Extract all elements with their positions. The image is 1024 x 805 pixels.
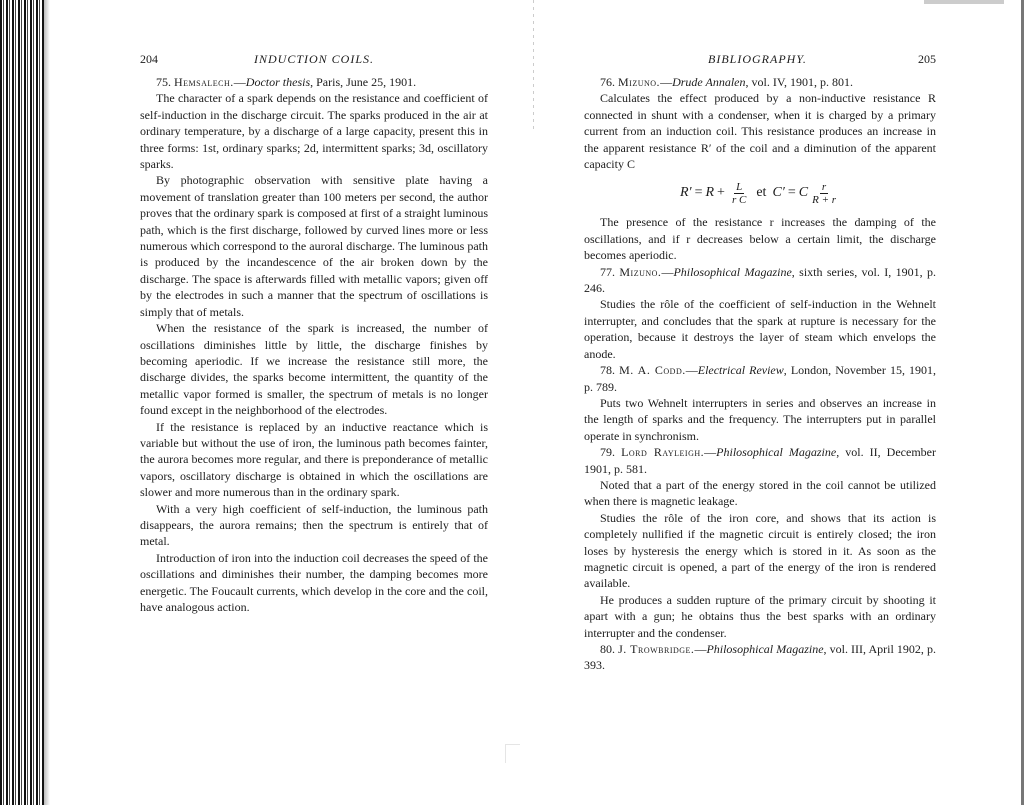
left-page <box>140 52 488 615</box>
entry-author: Lord Rayleigh. <box>621 445 705 460</box>
fraction-denominator: R + r <box>812 193 837 206</box>
bibliography-entry-78 <box>584 362 936 395</box>
bibliography-entry-75 <box>140 74 488 90</box>
scan-mark <box>924 0 1004 4</box>
bibliography-entry-76 <box>584 74 936 90</box>
entry-number: 80. <box>600 642 615 656</box>
formula-term: C <box>798 185 809 201</box>
paragraph: The presence of the resistance r increases the damping of the oscillations, and if r decreases below a certain limit, the discharge becomes aperiodic. <box>584 215 936 263</box>
paragraph: Puts two Wehnelt interrupters in series and observes an increase in the length of sparks and the frequency. The interrupters put in parallel operate in synchronism. <box>584 395 936 443</box>
paragraph: Noted that a part of the energy stored in the coil cannot be utilized when there is magnetic leakage. <box>584 477 936 509</box>
gutter-fold <box>533 0 534 130</box>
right-page-body <box>584 74 936 674</box>
entry-title: Doctor thesis <box>245 75 311 89</box>
page-fold-mark <box>505 744 520 763</box>
entry-author: Mizuno. <box>618 75 661 89</box>
left-page-header <box>140 52 488 74</box>
paragraph: The character of a spark depends on the resistance and coefficient of self-induction in the discharge circuit. The sparks produced in the air at ordinary temperature, by a discharge of a large capacity, present this in three forms: 1st, ordinary sparks; 2d, intermittent sparks; 3d, oscillatory sparks. <box>140 91 488 172</box>
formula-operator: = <box>787 185 796 201</box>
bibliography-entry-79 <box>584 444 936 477</box>
fraction-denominator: r C <box>731 193 747 206</box>
formula-operator: + <box>717 185 725 201</box>
fraction-numerator: L <box>736 180 743 193</box>
entry-number: 79. <box>600 445 615 460</box>
entry-number: 78. <box>600 363 615 378</box>
right-page-header <box>584 52 936 74</box>
entry-title: Electrical Review <box>697 363 784 378</box>
entry-details: , sixth series, vol. I, 1901, p. 246. <box>584 264 936 296</box>
entry-dash: — <box>704 445 717 460</box>
entry-dash: — <box>685 363 698 378</box>
bibliography-entry-80 <box>584 641 936 674</box>
paragraph: Calculates the effect produced by a non-inductive resistance R connected in shunt with a condenser, when it is charged by a primary current from an induction coil. This resistance produces an increase in the apparent resistance R′ of the coil and a diminution of the apparent capacity C <box>584 91 936 172</box>
entry-number: 75. <box>156 75 171 89</box>
fraction-numerator: r <box>821 180 827 193</box>
formula-term: R <box>705 185 715 201</box>
entry-dash: — <box>233 75 246 89</box>
binding-edge <box>0 0 44 805</box>
paragraph: With a very high coefficient of self-induction, the luminous path disappears, the aurora remains; then the spectrum is entirely that of metal. <box>140 501 488 549</box>
entry-details: , Paris, June 25, 1901. <box>310 75 417 89</box>
formula-term: R′ <box>679 185 692 201</box>
entry-dash: — <box>694 642 707 656</box>
paragraph: He produces a sudden rupture of the primary circuit by shooting it apart with a gun; he obtains thus the best sparks with an ordinary interrupter and the condenser. <box>584 592 936 640</box>
entry-author: Mizuno. <box>619 264 662 279</box>
formula-operator: = <box>694 185 703 201</box>
entry-details: , vol. IV, 1901, p. 801. <box>745 75 853 89</box>
formula <box>584 174 936 212</box>
entry-dash: — <box>660 75 673 89</box>
page-number: 204 <box>140 52 158 66</box>
paragraph: Studies the rôle of the iron core, and shows that its action is completely nullified if the magnetic circuit is entirely closed; the iron loses by hysteresis the energy which is stored in it. As soon as the magnetic circuit is opened, a part of the energy of the iron is rendered available. <box>584 510 936 591</box>
paragraph: If the resistance is replaced by an inductive reactance which is variable but without the use of iron, the luminous path becomes fainter, the aurora becomes more regular, and there is preponderance of metallic vapors, oscillatory discharge is obtained in which the oscillations are slower and more numerous than in the ordinary spark. <box>140 419 488 500</box>
entry-title: Philosophical Magazine <box>716 445 837 460</box>
entry-title: Philosophical Magazine <box>706 642 824 656</box>
paragraph: By photographic observation with sensitive plate having a movement of translation greater than 100 meters per second, the author proves that the ordinary spark is composed at first of a straight luminous path, which is the first discharge, followed by curved lines more or less numerous which correspond to the auroral discharge. The luminous path is produced by the incandescence of the air broken down by the discharge. The space is afterwards filled with metallic vapors; given off by the electrodes in such a manner that the spectrum of oscillations is simply that of metals. <box>140 173 488 319</box>
entry-details: , vol. II, December 1901, p. 581. <box>584 445 936 476</box>
entry-author: J. Trowbridge. <box>618 642 695 656</box>
entry-title: Philosophical Magazine <box>673 264 792 279</box>
paragraph: Studies the rôle of the coefficient of self-induction in the Wehnelt interrupter, and concludes that the spark at rupture is necessary for the operation, because it destroys the layer of steam which envelops the anode. <box>584 297 936 361</box>
right-page <box>584 52 936 674</box>
paragraph: Introduction of iron into the induction coil decreases the speed of the oscillations and diminishes their number, the damping becomes more energetic. The Foucault currents, which develop in the core and the coil, have analogous action. <box>140 550 488 614</box>
entry-dash: — <box>661 264 674 279</box>
formula-term: C′ <box>772 185 785 201</box>
paragraph: When the resistance of the spark is increased, the number of oscillations diminishes little by little, the discharge finishes by becoming aperiodic. If we increase the resistance still more, the discharge divides, the sparks become intermittent, the quantity of the metallic vapor formed is smaller, the spectrum of metals is no longer found except in the neighborhood of the electrodes. <box>140 321 488 418</box>
entry-number: 76. <box>600 75 615 89</box>
entry-details: , vol. III, April 1902, p. 393. <box>584 642 936 673</box>
binding-shadow <box>44 0 50 805</box>
formula-conjunction: et <box>756 185 767 201</box>
running-head: INDUCTION COILS. <box>253 52 374 66</box>
entry-details: , London, November 15, 1901, p. 789. <box>584 363 937 394</box>
bibliography-entry-77 <box>584 264 936 297</box>
formula-fraction <box>730 181 748 206</box>
left-page-body <box>140 74 488 615</box>
formula-fraction <box>810 181 838 206</box>
entry-author: M. A. Codd. <box>619 363 686 378</box>
page-number: 205 <box>918 52 936 66</box>
entry-number: 77. <box>600 264 615 279</box>
running-head: BIBLIOGRAPHY. <box>708 52 807 66</box>
entry-title: Drude Annalen <box>672 75 746 89</box>
entry-author: Hemsalech. <box>174 75 234 89</box>
